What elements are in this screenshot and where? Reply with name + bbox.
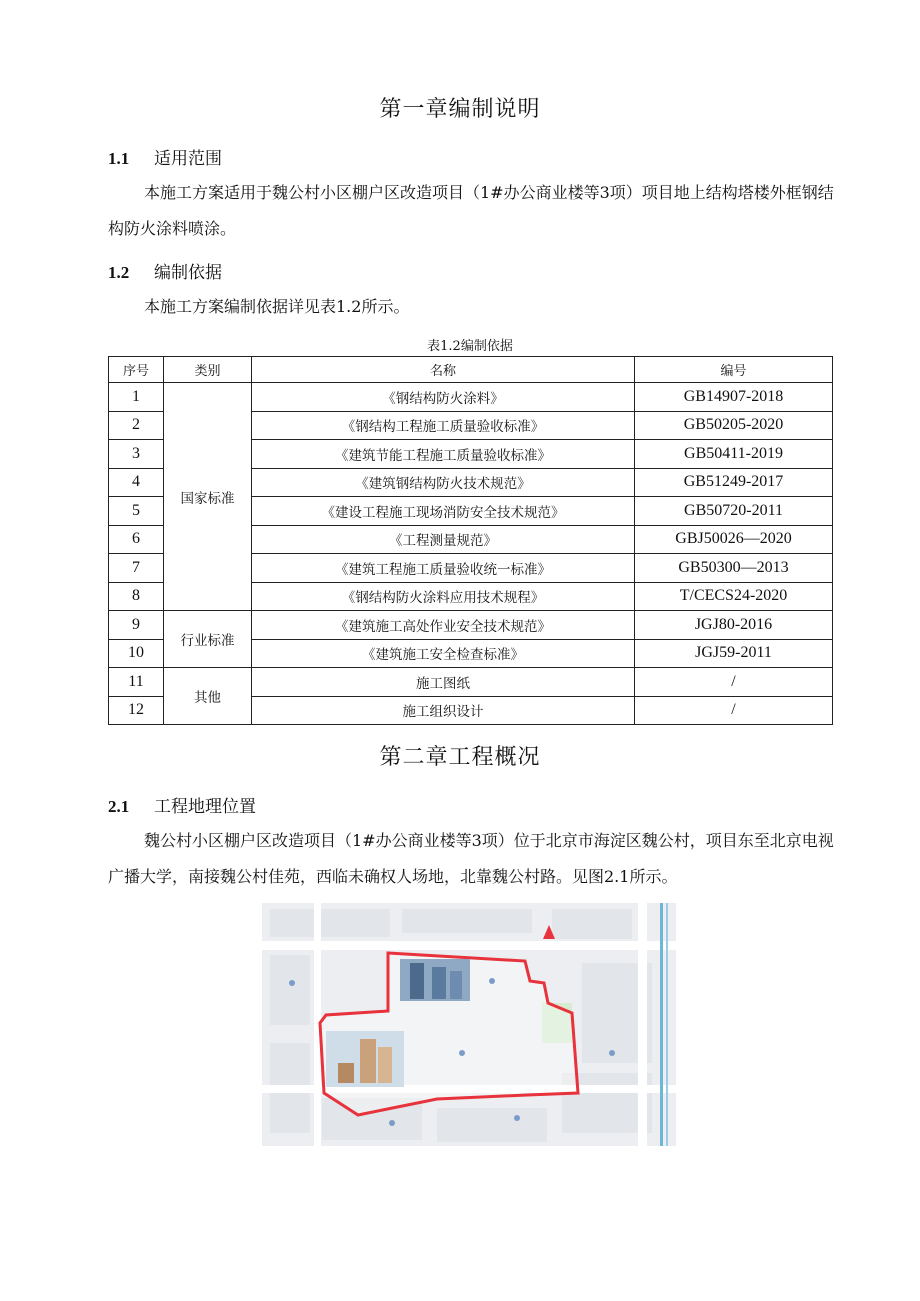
cell-seq: 9 [109,611,164,640]
building-photo-tower [338,1063,354,1083]
map-poi-icon [489,978,495,984]
map-rail-line [660,903,663,1146]
cell-code: GB14907-2018 [635,383,833,412]
cell-seq: 1 [109,383,164,412]
section-1-1-paragraph: 本施工方案适用于魏公村小区棚户区改造项目（1#办公商业楼等3项）项目地上结构塔楼外框钢结构防火涂料喷涂。 [108,183,834,238]
building-photo-tower [410,963,424,999]
cell-code: / [635,668,833,697]
cell-code: GB50205-2020 [635,411,833,440]
cell-seq: 4 [109,468,164,497]
cell-code: / [635,696,833,725]
cell-name: 《建筑节能工程施工质量验收标准》 [252,440,635,469]
cell-seq: 2 [109,411,164,440]
location-map [262,903,676,1146]
cell-seq: 5 [109,497,164,526]
section-number: 2.1 [108,797,130,816]
cell-code: GBJ50026—2020 [635,525,833,554]
cell-code: JGJ80-2016 [635,611,833,640]
table-caption: 表1.2编制依据 [427,339,513,354]
building-photo-tower [360,1039,376,1083]
cell-name: 《钢结构工程施工质量验收标准》 [252,411,635,440]
map-block [270,955,310,1025]
cell-seq: 8 [109,582,164,611]
table-row [109,611,833,640]
cell-name: 《建筑施工安全检查标准》 [252,639,635,668]
header-name: 名称 [252,357,635,383]
building-photo-tower [450,971,462,999]
header-code: 编号 [635,357,833,383]
cell-seq: 11 [109,668,164,697]
cell-code: GB50411-2019 [635,440,833,469]
building-photo-tower [378,1047,392,1083]
map-poi-icon [459,1050,465,1056]
cell-code: JGJ59-2011 [635,639,833,668]
header-category: 类别 [164,357,252,383]
header-seq: 序号 [109,357,164,383]
cell-name: 《建筑工程施工质量验收统一标准》 [252,554,635,583]
cell-category: 国家标准 [164,383,252,611]
cell-name: 《建筑钢结构防火技术规范》 [252,468,635,497]
map-road-east [638,903,647,1146]
cell-category: 行业标准 [164,611,252,668]
cell-name: 《钢结构防火涂料》 [252,383,635,412]
cell-seq: 3 [109,440,164,469]
map-poi-icon [389,1120,395,1126]
basis-table [108,356,833,725]
section-2-1-heading [108,792,256,817]
chapter1-title: 第一章编制说明 [379,97,541,122]
map-block [552,909,632,939]
section-title: 工程地理位置 [154,797,256,817]
section-number: 1.1 [108,149,130,168]
section-1-2-heading [108,258,222,283]
cell-category: 其他 [164,668,252,725]
cell-seq: 6 [109,525,164,554]
map-block [402,909,532,933]
cell-seq: 10 [109,639,164,668]
location-map-svg [262,903,676,1146]
cell-code: GB50300—2013 [635,554,833,583]
section-2-1-paragraph: 魏公村小区棚户区改造项目（1#办公商业楼等3项）位于北京市海淀区魏公村，项目东至北京电视广播大学，南接魏公村佳苑，西临未确权人场地，北靠魏公村路。见图2.1所示。 [108,831,834,886]
table-header-row [109,357,833,383]
section-title: 适用范围 [154,149,222,169]
table-row [109,383,833,412]
cell-name: 《钢结构防火涂料应用技术规程》 [252,582,635,611]
map-block [270,909,390,937]
cell-code: T/CECS24-2020 [635,582,833,611]
map-block [437,1108,547,1142]
cell-seq: 7 [109,554,164,583]
table-row [109,668,833,697]
cell-name: 施工组织设计 [252,696,635,725]
map-road-weigongcun [262,941,676,950]
map-poi-icon [289,980,295,986]
cell-name: 《建设工程施工现场消防安全技术规范》 [252,497,635,526]
cell-code: GB51249-2017 [635,468,833,497]
cell-name: 《建筑施工高处作业安全技术规范》 [252,611,635,640]
map-poi-icon [609,1050,615,1056]
cell-name: 施工图纸 [252,668,635,697]
cell-seq: 12 [109,696,164,725]
section-title: 编制依据 [154,263,222,283]
building-photo-tower [432,967,446,999]
section-number: 1.2 [108,263,130,282]
map-rail-line [666,903,668,1146]
chapter2-title: 第二章工程概况 [379,745,541,770]
section-1-2-paragraph: 本施工方案编制依据详见表1.2所示。 [144,297,410,316]
section-1-1-heading [108,144,222,169]
cell-code: GB50720-2011 [635,497,833,526]
cell-name: 《工程测量规范》 [252,525,635,554]
map-poi-icon [514,1115,520,1121]
